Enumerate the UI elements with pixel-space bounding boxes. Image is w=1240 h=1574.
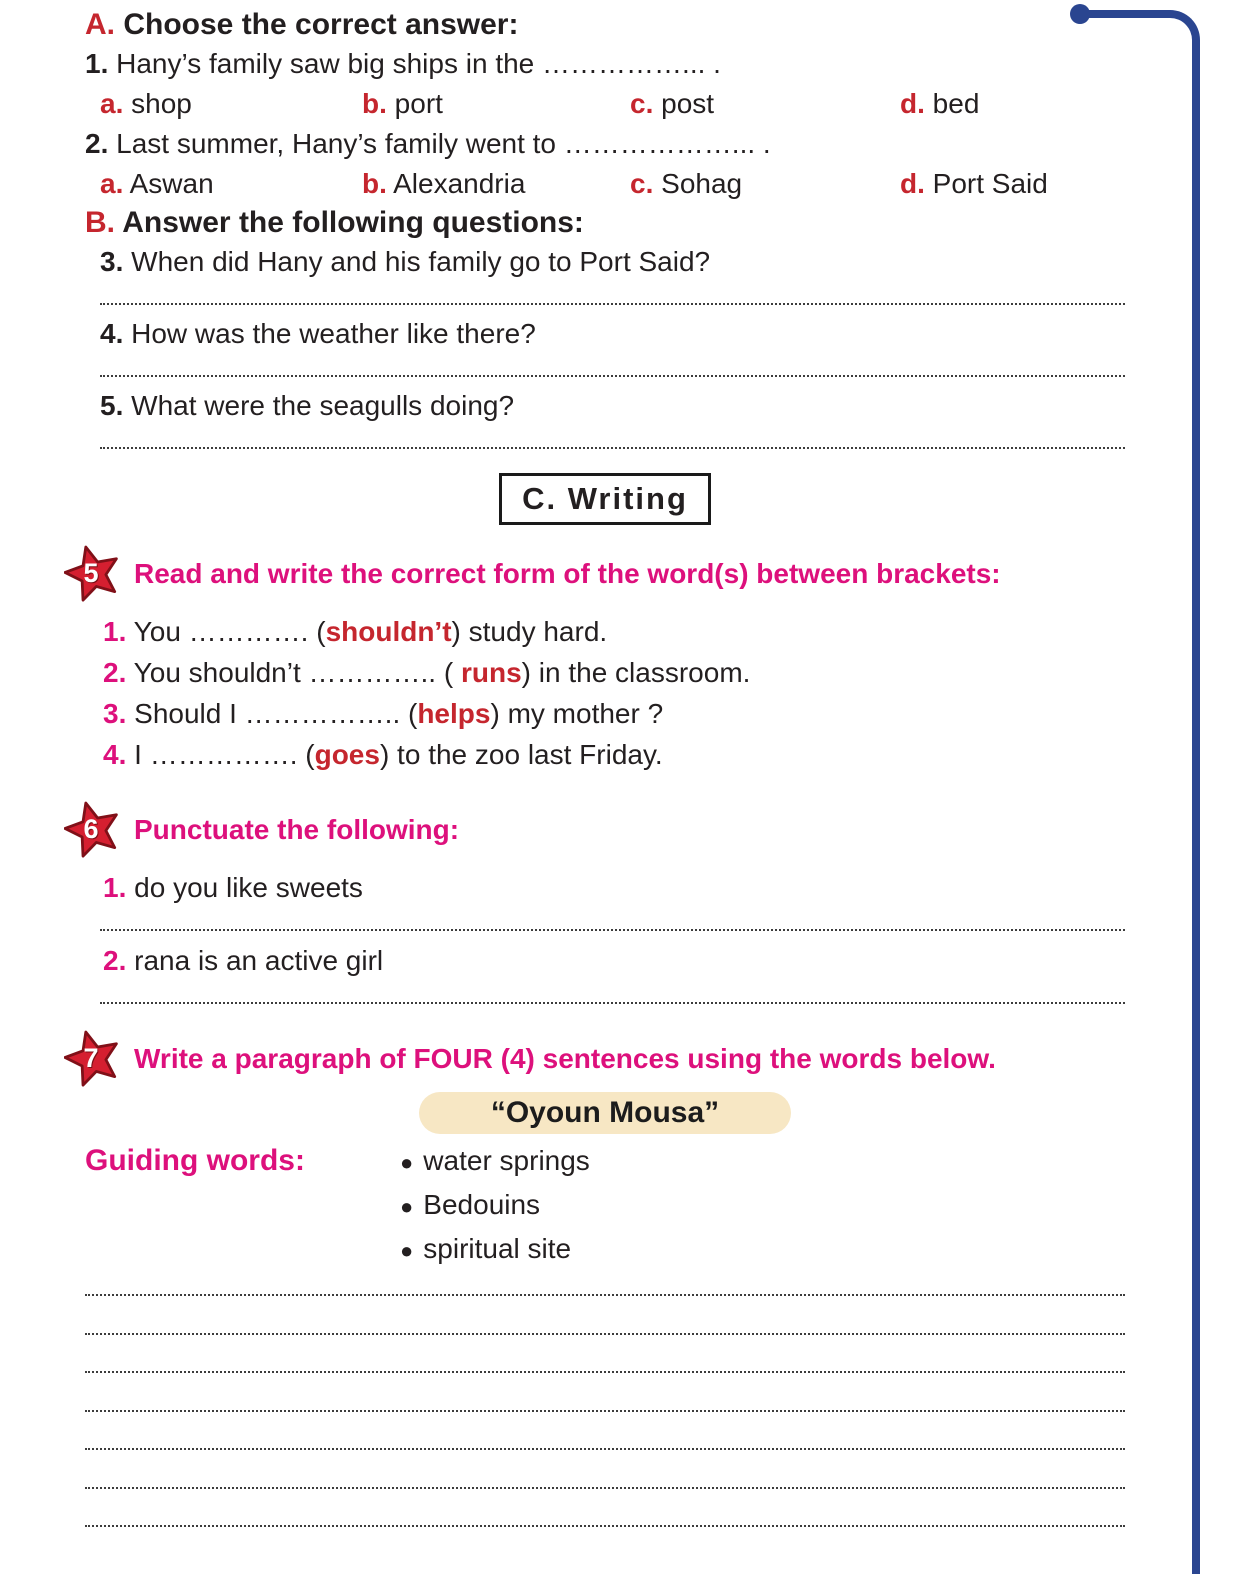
- guiding-word-text: Bedouins: [423, 1189, 541, 1220]
- answer-line: [85, 1410, 1125, 1412]
- guiding-word-item: [400, 1140, 590, 1184]
- item-text-before: You shouldn’t ………….. (: [133, 657, 461, 688]
- exercise-6-item-1: [103, 867, 1125, 908]
- question-3: [100, 242, 1125, 282]
- question-5-text: What were the seagulls doing?: [131, 390, 515, 421]
- option-q1-d: [900, 84, 1125, 124]
- guiding-word-item: [400, 1228, 590, 1272]
- item-text-before: I ……………. (: [134, 739, 315, 770]
- guiding-words-list: [400, 1140, 590, 1272]
- question-1-options: [100, 84, 1125, 124]
- section-a-heading: [85, 6, 1125, 44]
- answer-line: [85, 1448, 1125, 1450]
- item-text-after: ) my mother ?: [490, 698, 664, 729]
- option-letter: a.: [100, 168, 124, 199]
- question-2-number: 2.: [85, 128, 109, 159]
- question-2-options: [100, 164, 1125, 204]
- section-b-label: B.: [85, 206, 115, 239]
- item-text: do you like sweets: [134, 872, 363, 903]
- exercise-5-item-2: [103, 652, 1125, 693]
- option-letter: b.: [362, 168, 387, 199]
- answer-line: [100, 303, 1125, 305]
- exercise-6-title: Punctuate the following:: [134, 814, 460, 845]
- exercise-5-header: [64, 545, 1125, 603]
- answer-line: [85, 1371, 1125, 1373]
- item-text-after: ) in the classroom.: [521, 657, 751, 688]
- item-number: 2.: [103, 657, 127, 688]
- question-4: [100, 314, 1125, 354]
- question-1-text: Hany’s family saw big ships in the ……………... .: [116, 48, 721, 79]
- exercise-7-badge: [64, 1030, 122, 1088]
- option-text: Aswan: [129, 168, 214, 199]
- exercise-7-number: 7: [83, 1043, 99, 1073]
- exercise-5-badge: [64, 545, 122, 603]
- option-text: Port Said: [932, 168, 1048, 199]
- exercise-5-item-4: [103, 734, 1125, 775]
- exercise-6-badge: [64, 801, 122, 859]
- answer-line: [100, 1002, 1125, 1004]
- section-b-title: Answer the following questions:: [122, 206, 584, 239]
- guiding-words-label: Guiding words:: [85, 1144, 305, 1177]
- item-text: rana is an active girl: [134, 945, 384, 976]
- question-2-text: Last summer, Hany’s family went to ………………... .: [116, 128, 771, 159]
- exercise-6-number: 6: [83, 814, 99, 844]
- item-text-after: ) study hard.: [451, 616, 608, 647]
- question-3-text: When did Hany and his family go to Port Said?: [131, 246, 711, 277]
- exercise-5-title: Read and write the correct form of the word(s) between brackets:: [134, 558, 1001, 589]
- topic-pill: “Oyoun Mousa”: [419, 1092, 791, 1134]
- option-text: bed: [932, 88, 980, 119]
- exercise-6-items: [85, 867, 1125, 1004]
- option-q2-d: [900, 164, 1125, 204]
- question-5-number: 5.: [100, 390, 124, 421]
- exercise-5-item-3: [103, 693, 1125, 734]
- guiding-word-text: spiritual site: [423, 1233, 572, 1264]
- item-number: 1.: [103, 616, 127, 647]
- topic-pill-wrap: [85, 1092, 1125, 1134]
- guiding-word-text: water springs: [423, 1145, 590, 1176]
- option-q2-b: [362, 164, 630, 204]
- option-text: Alexandria: [393, 168, 526, 199]
- answer-line: [85, 1333, 1125, 1335]
- question-4-number: 4.: [100, 318, 124, 349]
- bullet-icon: ●: [400, 1150, 414, 1175]
- item-text-after: ) to the zoo last Friday.: [379, 739, 663, 770]
- exercise-5-items: [85, 611, 1125, 775]
- answer-line: [100, 375, 1125, 377]
- bracket-word: helps: [417, 698, 491, 729]
- question-1-number: 1.: [85, 48, 109, 79]
- option-text: post: [661, 88, 715, 119]
- option-text: Sohag: [661, 168, 743, 199]
- bullet-icon: ●: [400, 1238, 414, 1263]
- exercise-5-item-1: [103, 611, 1125, 652]
- exercise-6-header: [64, 801, 1125, 859]
- question-3-number: 3.: [100, 246, 124, 277]
- bracket-word: runs: [460, 657, 522, 688]
- answer-line: [100, 447, 1125, 449]
- option-letter: d.: [900, 88, 925, 119]
- answer-line: [100, 929, 1125, 931]
- item-number: 3.: [103, 698, 127, 729]
- bullet-icon: ●: [400, 1194, 414, 1219]
- question-2: [85, 124, 1125, 164]
- item-text-before: You …………. (: [133, 616, 326, 647]
- option-q1-b: [362, 84, 630, 124]
- question-4-text: How was the weather like there?: [131, 318, 536, 349]
- exercise-6-item-2: [103, 940, 1125, 981]
- bracket-word: shouldn’t: [325, 616, 452, 647]
- option-q2-a: [100, 164, 362, 204]
- section-a-title: Choose the correct answer:: [123, 8, 519, 41]
- exercise-7-title: Write a paragraph of FOUR (4) sentences using the words below.: [134, 1043, 996, 1074]
- item-number: 1.: [103, 872, 127, 903]
- answer-line: [85, 1525, 1125, 1527]
- exercise-7-header: [64, 1030, 1125, 1088]
- paragraph-answer-lines: [85, 1294, 1125, 1527]
- option-q2-c: [630, 164, 900, 204]
- option-letter: b.: [362, 88, 387, 119]
- section-a-label: A.: [85, 8, 115, 41]
- question-1: [85, 44, 1125, 84]
- option-text: port: [394, 88, 443, 119]
- writing-section-title: C. Writing: [499, 473, 711, 525]
- guiding-words-row: [85, 1140, 1125, 1272]
- option-letter: c.: [630, 88, 654, 119]
- option-letter: a.: [100, 88, 124, 119]
- exercise-5-number: 5: [83, 558, 99, 588]
- item-number: 4.: [103, 739, 127, 770]
- option-text: shop: [131, 88, 192, 119]
- option-letter: d.: [900, 168, 925, 199]
- item-text-before: Should I …………….. (: [134, 698, 418, 729]
- item-number: 2.: [103, 945, 127, 976]
- bracket-word: goes: [314, 739, 380, 770]
- guiding-word-item: [400, 1184, 590, 1228]
- section-b-heading: [85, 204, 1125, 242]
- option-q1-c: [630, 84, 900, 124]
- question-5: [100, 386, 1125, 426]
- answer-line: [85, 1294, 1125, 1296]
- answer-line: [85, 1487, 1125, 1489]
- option-letter: c.: [630, 168, 654, 199]
- worksheet-content: [85, 6, 1125, 1564]
- option-q1-a: [100, 84, 362, 124]
- writing-section: [85, 473, 1125, 525]
